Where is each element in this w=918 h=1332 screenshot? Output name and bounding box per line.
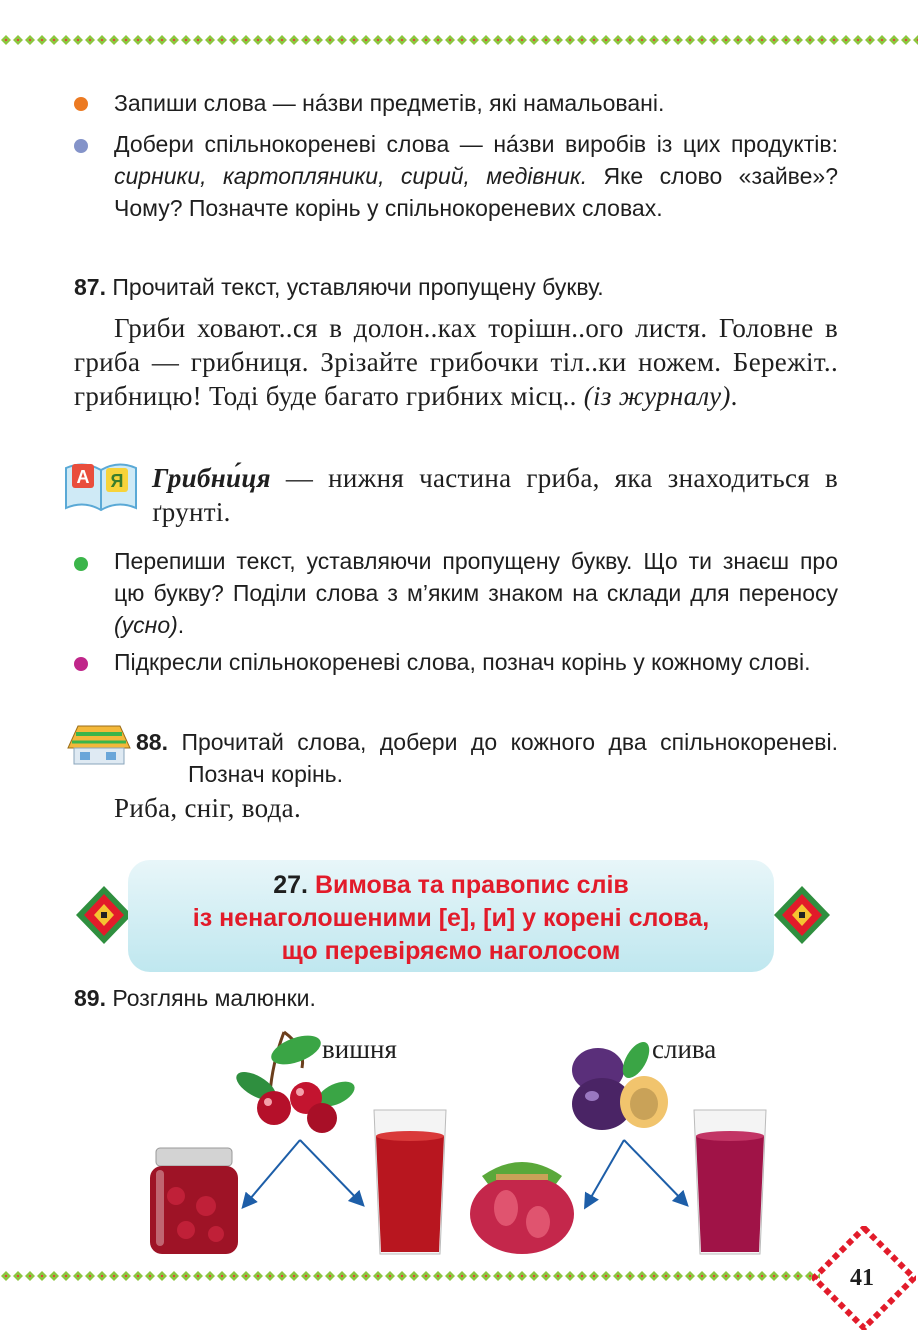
dictionary-book-icon bbox=[62, 458, 140, 514]
exercise-87-text: Гриби ховают..ся в долон..ках торішн..ого листя. Головне в гриба — грибниця. Зрізайте грибочки тіл..ки ножем. Бережіт.. грибницю! Тоді буде багато грибних місц.. (із журналу). bbox=[74, 313, 838, 411]
bullet-dot-green bbox=[74, 557, 88, 571]
exercise-89-task: 89. Розглянь малюнки. bbox=[74, 985, 316, 1011]
left-embroidery-ornament bbox=[74, 884, 134, 946]
label-plum: слива bbox=[652, 1034, 717, 1064]
plum-jam-jar bbox=[466, 1146, 578, 1256]
bullet-dot-orange bbox=[74, 97, 88, 111]
svg-text:Я: Я bbox=[110, 471, 124, 491]
exercise-87-task: 87. Прочитай текст, уставляючи пропущену букву. bbox=[74, 274, 604, 300]
bottom-ornament-border bbox=[0, 1270, 820, 1282]
section-title-line-1: 27. Вимова та правопис слів bbox=[273, 871, 629, 899]
dictionary-definition: Грибни́ця — нижня частина гриба, яка знаходиться в ґрунті. bbox=[152, 463, 838, 527]
instruction-underline: Підкресли спільнокореневі слова, познач корінь у кожному слові. bbox=[114, 649, 811, 675]
cherries-illustration bbox=[232, 1024, 360, 1136]
section-title-line-2: із ненаголошеними [е], [и] у корені слова, bbox=[192, 904, 710, 932]
bullet-dot-blue bbox=[74, 139, 88, 153]
page-number: 41 bbox=[850, 1264, 874, 1291]
instruction-rewrite-text: Перепиши текст, уставляючи пропущену букву. Що ти знаєш про цю букву? Поділи слова з м’яким знаком на склади для переносу (усно). bbox=[114, 548, 838, 638]
section-title-box bbox=[128, 860, 774, 972]
cherry-juice-glass bbox=[372, 1108, 448, 1258]
exercise-88-words: Риба, сніг, вода. bbox=[114, 793, 302, 823]
section-title-line-3: що перевіряємо наголосом bbox=[281, 937, 621, 965]
svg-text:А: А bbox=[76, 467, 90, 487]
exercise-88-task: 88. Прочитай слова, добери до кожного два спільнокореневі. Познач корінь. bbox=[136, 729, 839, 787]
right-embroidery-ornament bbox=[772, 884, 832, 946]
cherry-jam-jar bbox=[146, 1146, 242, 1256]
plums-illustration bbox=[566, 1040, 672, 1136]
cherry-arrows bbox=[232, 1134, 372, 1214]
bullet-dot-purple bbox=[74, 657, 88, 671]
plum-arrows bbox=[578, 1134, 698, 1214]
plum-juice-glass bbox=[692, 1108, 768, 1258]
house-icon bbox=[66, 722, 132, 766]
instruction-find-cognates: Добери спільнокореневі слова — нáзви виробів із цих продуктів: сирники, картопляники, сирий, медівник. Яке слово «зайве»? Чому? Позначте корінь у спільнокореневих словах. bbox=[114, 131, 838, 221]
label-cherry: вишня bbox=[322, 1034, 397, 1064]
instruction-write-words: Запиши слова — нáзви предметів, які намальовані. bbox=[114, 90, 665, 116]
top-ornament-border bbox=[0, 34, 918, 46]
